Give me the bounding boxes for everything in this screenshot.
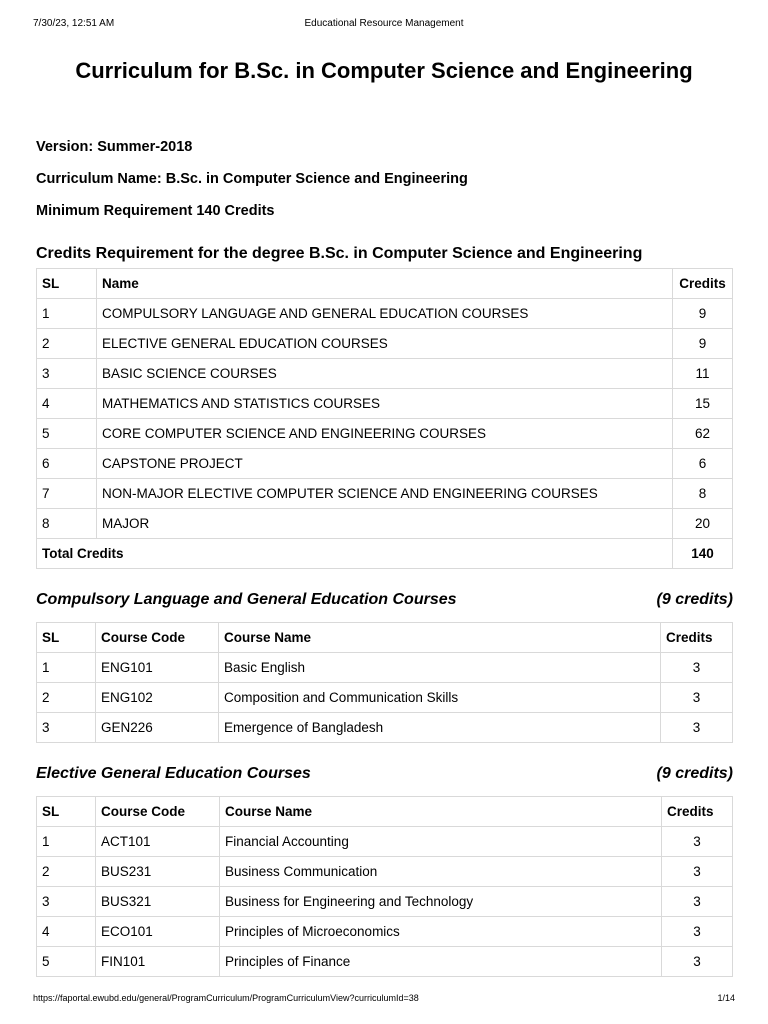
section-title: Elective General Education Courses [36, 765, 311, 782]
section-credits: (9 credits) [656, 765, 733, 782]
table-row [37, 857, 733, 887]
total-label: Total Credits [37, 539, 673, 569]
row-name: NON-MAJOR ELECTIVE COMPUTER SCIENCE AND ENGINEERING COURSES [97, 479, 673, 509]
row-sl: 4 [37, 389, 97, 419]
row-credits: 3 [661, 683, 733, 713]
table-row [37, 449, 733, 479]
row-credits: 3 [662, 857, 733, 887]
row-course-code: FIN101 [96, 947, 220, 977]
minimum-requirement-label: Minimum Requirement 140 Credits [36, 203, 275, 219]
credits-requirement-heading: Credits Requirement for the degree B.Sc. in Computer Science and Engineering [36, 245, 643, 262]
row-sl: 1 [37, 653, 96, 683]
print-url: https://faportal.ewubd.edu/general/ProgramCurriculum/ProgramCurriculumView?curriculumId=38 [33, 993, 419, 1003]
row-course-code: ENG102 [96, 683, 219, 713]
table-row [37, 359, 733, 389]
row-course-name: Business for Engineering and Technology [220, 887, 662, 917]
table-row [37, 299, 733, 329]
column-header-sl: SL [37, 269, 97, 299]
table-row [37, 917, 733, 947]
elective-section-heading [36, 765, 733, 783]
row-sl: 2 [37, 329, 97, 359]
row-name: ELECTIVE GENERAL EDUCATION COURSES [97, 329, 673, 359]
row-sl: 5 [37, 419, 97, 449]
table-row [37, 947, 733, 977]
section-title: Compulsory Language and General Education Courses [36, 591, 457, 608]
row-course-name: Business Communication [220, 857, 662, 887]
row-sl: 8 [37, 509, 97, 539]
row-course-name: Principles of Finance [220, 947, 662, 977]
table-header-row [37, 797, 733, 827]
row-credits: 6 [673, 449, 733, 479]
row-course-code: ECO101 [96, 917, 220, 947]
row-sl: 3 [37, 359, 97, 389]
row-course-name: Composition and Communication Skills [219, 683, 661, 713]
column-header-course-code: Course Code [96, 623, 219, 653]
row-name: MAJOR [97, 509, 673, 539]
column-header-sl: SL [37, 797, 96, 827]
row-sl: 2 [37, 857, 96, 887]
row-name: BASIC SCIENCE COURSES [97, 359, 673, 389]
row-course-code: GEN226 [96, 713, 219, 743]
print-datetime: 7/30/23, 12:51 AM [33, 18, 115, 29]
row-credits: 9 [673, 299, 733, 329]
table-row [37, 419, 733, 449]
row-sl: 3 [37, 887, 96, 917]
table-row [37, 479, 733, 509]
row-credits: 11 [673, 359, 733, 389]
row-credits: 3 [661, 653, 733, 683]
column-header-course-name: Course Name [219, 623, 661, 653]
row-sl: 1 [37, 299, 97, 329]
compulsory-courses-table [36, 622, 733, 743]
row-credits: 3 [662, 827, 733, 857]
row-course-name: Emergence of Bangladesh [219, 713, 661, 743]
column-header-credits: Credits [661, 623, 733, 653]
row-sl: 1 [37, 827, 96, 857]
row-credits: 3 [662, 887, 733, 917]
table-row [37, 713, 733, 743]
row-sl: 2 [37, 683, 96, 713]
credits-requirement-table [36, 268, 733, 569]
row-course-name: Basic English [219, 653, 661, 683]
row-sl: 3 [37, 713, 96, 743]
version-label: Version: Summer-2018 [36, 139, 193, 155]
column-header-name: Name [97, 269, 673, 299]
row-course-name: Financial Accounting [220, 827, 662, 857]
table-row [37, 389, 733, 419]
section-credits: (9 credits) [656, 591, 733, 608]
table-row [37, 887, 733, 917]
row-credits: 3 [661, 713, 733, 743]
row-course-code: ENG101 [96, 653, 219, 683]
compulsory-section-heading [36, 591, 733, 609]
print-site-title: Educational Resource Management [304, 18, 464, 29]
row-credits: 20 [673, 509, 733, 539]
table-row [37, 329, 733, 359]
row-credits: 3 [662, 917, 733, 947]
column-header-credits: Credits [673, 269, 733, 299]
row-name: CORE COMPUTER SCIENCE AND ENGINEERING COURSES [97, 419, 673, 449]
table-row [37, 827, 733, 857]
row-credits: 62 [673, 419, 733, 449]
row-credits: 3 [662, 947, 733, 977]
page-number: 1/14 [717, 993, 735, 1003]
row-name: CAPSTONE PROJECT [97, 449, 673, 479]
row-credits: 15 [673, 389, 733, 419]
elective-courses-table [36, 796, 733, 977]
total-row [37, 539, 733, 569]
column-header-sl: SL [37, 623, 96, 653]
row-credits: 9 [673, 329, 733, 359]
table-row [37, 683, 733, 713]
row-credits: 8 [673, 479, 733, 509]
row-sl: 7 [37, 479, 97, 509]
table-row [37, 653, 733, 683]
row-sl: 6 [37, 449, 97, 479]
column-header-course-code: Course Code [96, 797, 220, 827]
row-sl: 5 [37, 947, 96, 977]
row-name: MATHEMATICS AND STATISTICS COURSES [97, 389, 673, 419]
curriculum-name-label: Curriculum Name: B.Sc. in Computer Science and Engineering [36, 171, 468, 187]
page-title: Curriculum for B.Sc. in Computer Science and Engineering [75, 58, 693, 83]
total-value: 140 [673, 539, 733, 569]
row-course-code: BUS231 [96, 857, 220, 887]
row-name: COMPULSORY LANGUAGE AND GENERAL EDUCATION COURSES [97, 299, 673, 329]
row-course-name: Principles of Microeconomics [220, 917, 662, 947]
column-header-course-name: Course Name [220, 797, 662, 827]
row-course-code: ACT101 [96, 827, 220, 857]
row-course-code: BUS321 [96, 887, 220, 917]
table-header-row [37, 623, 733, 653]
column-header-credits: Credits [662, 797, 733, 827]
table-header-row [37, 269, 733, 299]
table-row [37, 509, 733, 539]
row-sl: 4 [37, 917, 96, 947]
